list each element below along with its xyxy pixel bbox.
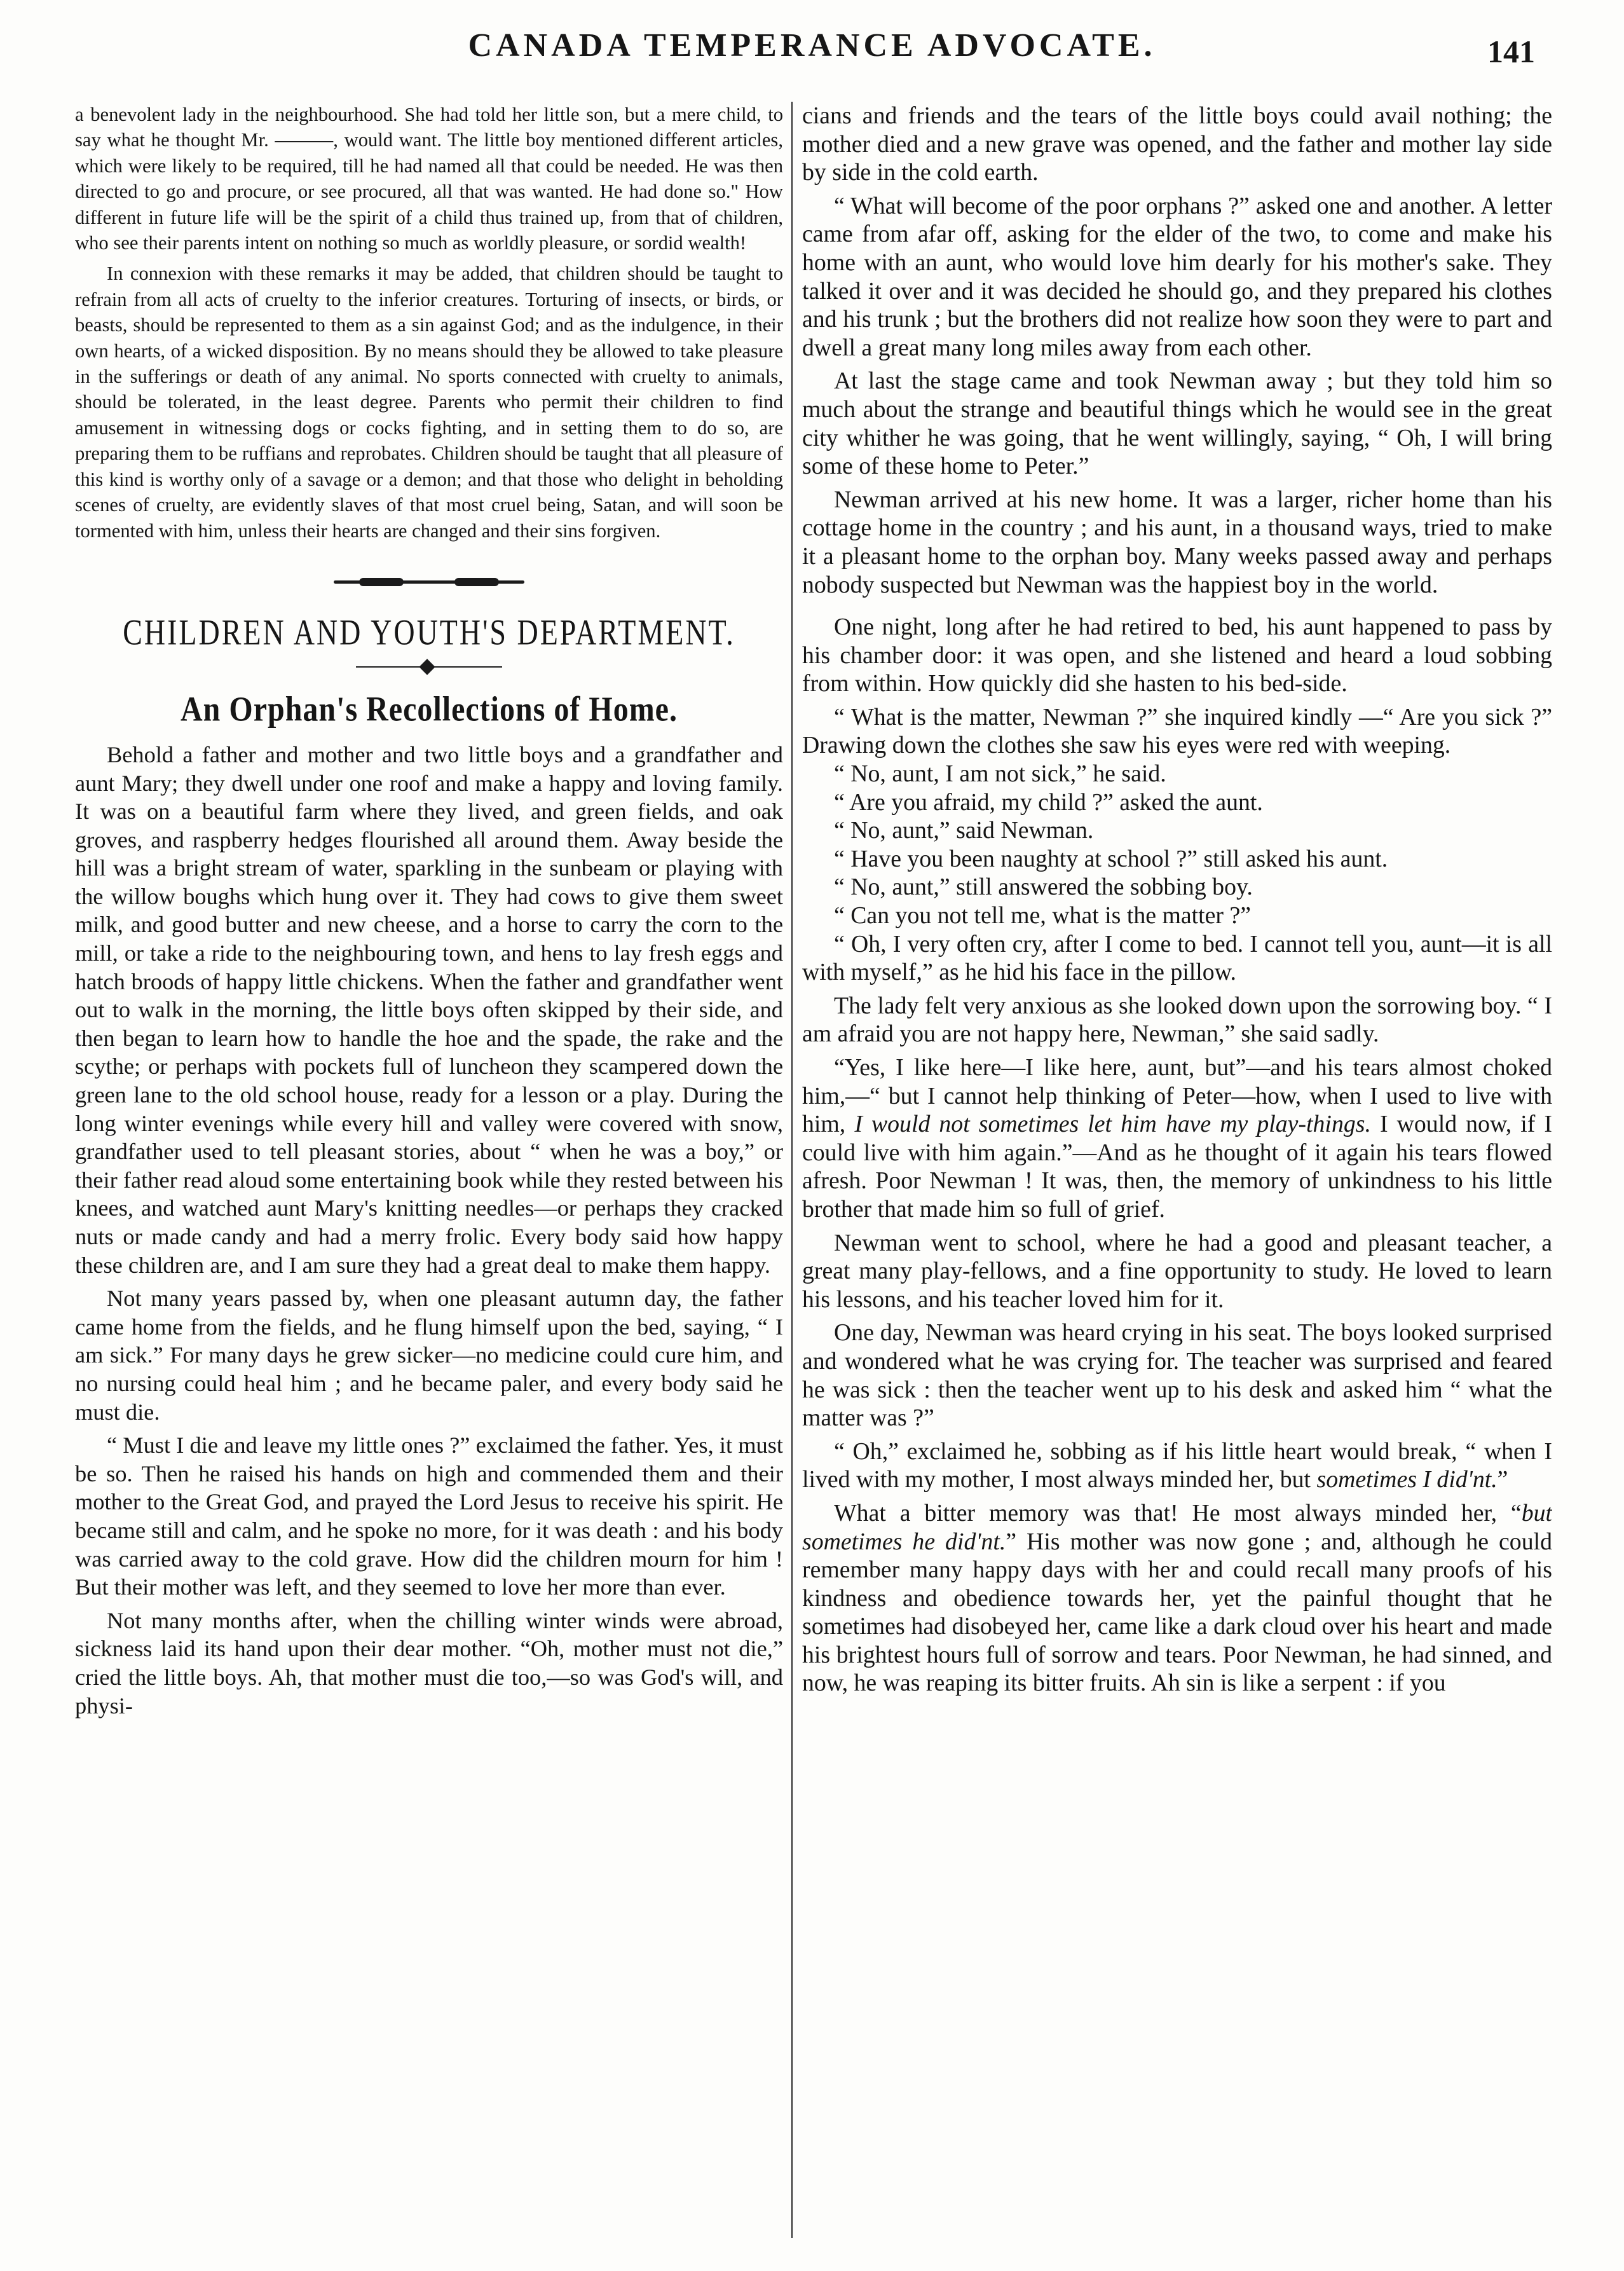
text-paragraph: Not many years passed by, when one pleasant autumn day, the father came home from the fields, and he flung himself upon the bed, saying, “ I am sick.” For many days he grew sicker—no medicine could cure him, and no nursing could heal him ; and he became paler, and every body said he must die. — [75, 1286, 783, 1425]
text-paragraph: cians and friends and the tears of the little boys could avail nothing; the mother died and a new grave was opened, and the father and mother lay side by side in the cold earth. — [802, 102, 1552, 186]
left-column — [75, 102, 783, 2233]
text-paragraph: “ Must I die and leave my little ones ?” exclaimed the father. Yes, it must be so. Then he raised his hands on high and commended them and their mother to the Great God, and prayed the Lord Jesus to receive his spirit. He became still and calm, and he spoke no more, for it was death : and his body was carried away to the cold grave. How did the children mourn for him ! But their mother was left, and they seemed to love her more than ever. — [75, 1432, 783, 1600]
text-run: “Yes, I like here—I like here, aunt, but”—and his tears almost choked him,—“ but I cannot help thinking of Peter—how, when I used to live with him, — [802, 1054, 1552, 1138]
section-heading: CHILDREN AND YOUTH'S DEPARTMENT. — [123, 612, 735, 652]
text-run: ” — [1497, 1466, 1508, 1493]
text-paragraph: At last the stage came and took Newman away ; but they told him so much about the strange and beautiful things which he would see in the great city whither he was going, that he went willingly, saying, “ Oh, I will bring some of these home to Peter.” — [802, 367, 1552, 480]
text-paragraph: “ Oh, I very often cry, after I come to bed. I cannot tell you, aunt—it is all with myself,” as he hid his face in the pillow. — [802, 930, 1552, 986]
text-paragraph: “ Can you not tell me, what is the matter ?” — [834, 902, 1252, 930]
running-title: CANADA TEMPERANCE ADVOCATE. — [468, 27, 1156, 64]
text-paragraph: Newman arrived at his new home. It was a larger, richer home than his cottage home in the country ; and his aunt, in a thousand ways, tried to make it a pleasant home to the orphan boy. Many weeks passed away and perhaps nobody suspected but Newman was the happiest boy in the world. — [802, 486, 1552, 598]
text-paragraph: “ No, aunt,” said Newman. — [834, 817, 1094, 844]
text-paragraph: Behold a father and mother and two little boys and a grandfather and aunt Mary; they dwell under one roof and make a happy and loving family. It was on a beautiful farm where they lived, and green fields, and oak groves, and raspberry hedges flourished all around them. Away beside the hill was a bright stream of water, sparkling in the sunbeam or playing with the willow boughs which hung over it. They had cows to give them sweet milk, and good butter and new cheese, and a horse to carry the corn to the mill, or take a ride to the neighbouring town, and hens to lay fresh eggs and hatch broods of happy little chickens. When the father and grandfather went out to walk in the morning, the little boys often skipped by their side, and then began to learn how to handle the hoe and the spade, the rake and the scythe; or perhaps with pockets full of luncheon they scampered down the green lane to the old school house, ready for a lesson or a play. During the long winter evenings while every hill and valley were covered with snow, grandfather used to tell pleasant stories, about “ when he was a boy,” or their father read aloud some entertaining book while they rested between his knees, and watched aunt Mary's knitting needles—or perhaps they cracked nuts or made candy and had a merry frolic. Every body said how happy these children are, and I am sure they had a great deal to make them happy. — [75, 741, 783, 1278]
text-paragraph: “ No, aunt, I am not sick,” he said. — [834, 760, 1166, 788]
italic-text: I would not sometimes let him have my play-things. — [854, 1111, 1371, 1138]
text-paragraph: “ What will become of the poor orphans ?” asked one and another. A letter came from afar off, asking for the elder of the two, to come and make his home with an aunt, who would love him dearly for his mother's sake. They talked it over and it was decided he should go, and they prepared his clothes and his trunk ; but the brothers did not realize how soon they were to part and dwell a great many long miles away from each other. — [802, 192, 1552, 361]
text-paragraph: a benevolent lady in the neighbourhood. She had told her little son, but a mere child, to say what he thought Mr. ———, would want. The little boy mentioned different articles, which were likely to be required, till he had named all that could be needed. He was then directed to go and procure, or see procured, all that was wanted. He had done so." How different in future life will be the spirit of a child thus trained up, from that of children, who see their parents intent on nothing so much as worldly pleasure, or sordid wealth! — [75, 104, 783, 254]
text-run: What a bitter memory was that! He most always minded her, “ — [834, 1499, 1522, 1527]
text-paragraph — [802, 1053, 1552, 1224]
text-run: ” His mother was now gone ; and, although he could remember many happy days with her and could recall many proofs of his kindness and obedience towards her, yet the painful thought that he sometimes had disobeyed her, came like a dark cloud over his heart and made his brightest hours full of sorrow and tears. Poor Newman, he had sinned, and now, he was reaping its bitter fruits. Ah sin is like a serpent : if you — [802, 1528, 1552, 1697]
column-rule — [791, 102, 793, 2238]
text-paragraph: “ What is the matter, Newman ?” she inquired kindly —“ Are you sick ?” Drawing down the clothes she saw his eyes were red with weeping. — [802, 703, 1552, 759]
text-paragraph: “ Have you been naughty at school ?” still asked his aunt. — [834, 845, 1388, 872]
article-body-left — [75, 741, 783, 1720]
text-paragraph: “ Are you afraid, my child ?” asked the aunt. — [834, 788, 1263, 816]
text-paragraph: One day, Newman was heard crying in his seat. The boys looked surprised and wondered what he was crying for. The teacher was surprised and feared he was sick : then the teacher went up to his desk and asked him “ what the matter was ?” — [802, 1319, 1552, 1432]
italic-text: but sometimes he did'nt. — [802, 1499, 1552, 1555]
text-paragraph: The lady felt very anxious as she looked down upon the sorrowing boy. “ I am afraid you are not happy here, Newman,” she said sadly. — [802, 992, 1552, 1048]
right-column — [802, 102, 1552, 2233]
text-paragraph: “ No, aunt,” still answered the sobbing boy. — [834, 874, 1253, 901]
page-number: 141 — [1487, 34, 1535, 69]
text-paragraph — [802, 1437, 1552, 1494]
prior-article-ending — [75, 102, 783, 544]
text-paragraph: Newman went to school, where he had a good and pleasant teacher, a great many play-fellows, and a fine opportunity to study. He loved to learn his lessons, and his teacher loved him for it. — [802, 1229, 1552, 1313]
text-run: “ Oh,” exclaimed he, sobbing as if his little heart would break, “ when I lived with my mother, I most always minded her, but — [802, 1437, 1552, 1493]
italic-text: sometimes I did'nt. — [1316, 1466, 1498, 1493]
article-title: An Orphan's Recollections of Home. — [181, 690, 678, 729]
heading-ornament — [356, 664, 502, 670]
text-paragraph — [802, 1499, 1552, 1698]
text-paragraph: Not many months after, when the chilling winter winds were abroad, sickness laid its hand upon their dear mother. “Oh, mother must not die,” cried the little boys. Ah, that mother must die too,—so was God's will, and physi- — [75, 1607, 783, 1719]
text-run: I would now, if I could live with him again.”—And as he thought of it again his tears flowed afresh. Poor Newman ! It was, then, the memory of unkindness to his little brother that made him so full of grief. — [802, 1111, 1552, 1223]
section-divider — [334, 577, 524, 587]
text-paragraph: One night, long after he had retired to bed, his aunt happened to pass by his chamber door: it was open, and she listened and heard a loud sobbing from within. How quickly did she hasten to his bed-side. — [802, 614, 1552, 697]
text-paragraph: In connexion with these remarks it may be added, that children should be taught to refrain from all acts of cruelty to the inferior creatures. Torturing of insects, or birds, or beasts, should be represented to them as a sin against God; and as the indulgence, in their own hearts, of a wicked disposition. By no means should they be allowed to take pleasure in the sufferings or death of any animal. No sports connected with cruelty to animals, should be tolerated, in the least degree. Parents who permit their children to find amusement in witnessing dogs or cocks fighting, and in setting them to do so, are preparing them to be ruffians and reprobates. Children should be taught that all pleasure of this kind is worthy only of a savage or a demon; and that those who delight in beholding scenes of cruelty, are evidently slaves of that most cruel being, Satan, and will soon be tormented with him, unless their hearts are changed and their sins forgiven. — [75, 263, 783, 542]
